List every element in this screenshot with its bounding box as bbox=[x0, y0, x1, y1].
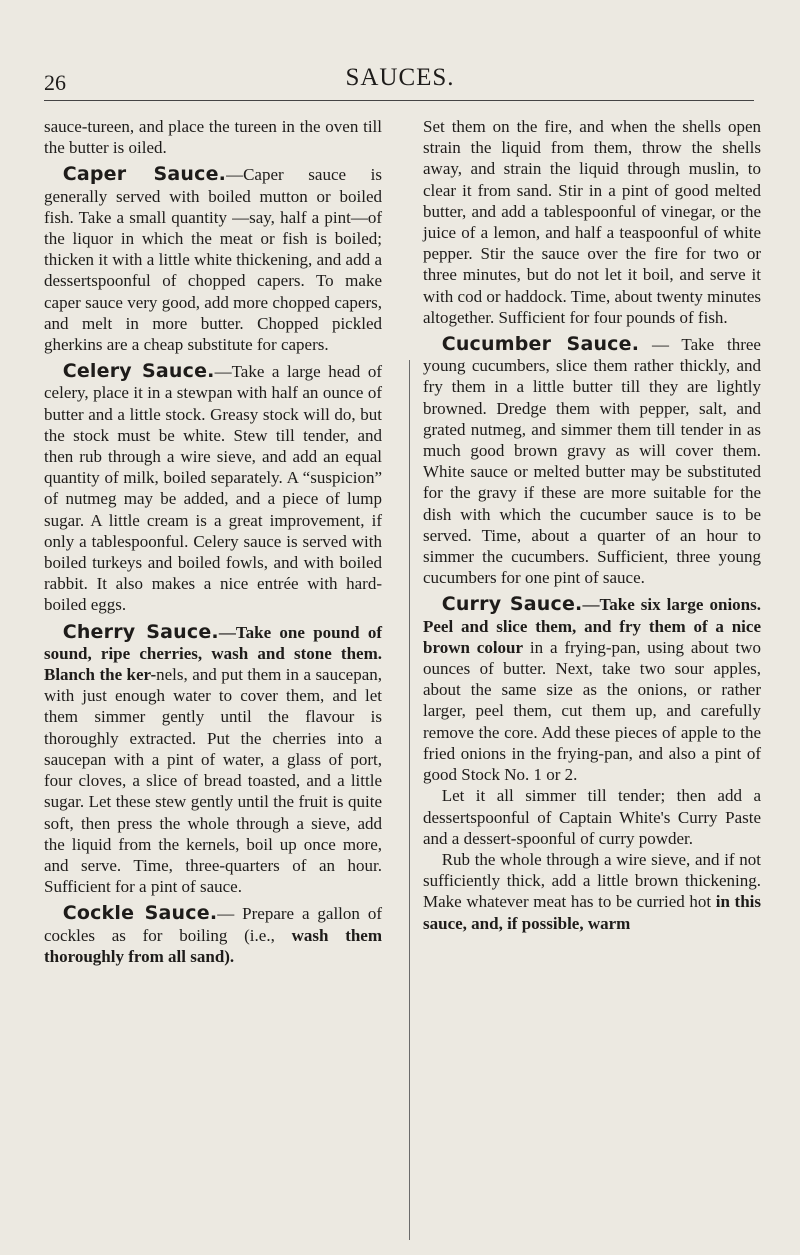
entry-heading: Curry Sauce. bbox=[441, 593, 583, 616]
running-head: SAUCES. bbox=[345, 64, 455, 91]
right-column bbox=[423, 116, 761, 934]
curry-paragraph-3 bbox=[423, 849, 761, 934]
page-number: 26 bbox=[44, 70, 66, 95]
entry-cherry-sauce bbox=[44, 622, 382, 898]
cockle-continued-text: Set them on the fire, and when the shells open strain the liquid from them, throw the shells away, and strain the liquid through muslin, to clear it from sand. Stir in a pint of good melted butter, and add a tablespoonful of vinegar, or the juice of a lemon, and half a teaspoonful of white pepper. Stir the sauce over the fire for two or three minutes, but do not let it boil, and serve it with cod or haddock. Time, about twenty minutes altogether. Sufficient for four pounds of fish. bbox=[423, 117, 761, 327]
entry-text: in a frying-pan, using about two ounces of butter. Next, take two sour apples, about the same size as the onions, or rather larger, peel them, cut them up, and carefully remove the core. Add these pieces of apple to the fried onions in the frying-pan, and also a pint of good Stock No. 1 or 2. bbox=[423, 637, 761, 785]
entry-heading: Celery Sauce. bbox=[62, 360, 215, 383]
curry-paragraph-2: Let it all simmer till tender; then add a dessertspoonful of Captain White's Curry Paste and a dessert-spoonful of curry powder. bbox=[423, 786, 761, 848]
entry-heading: Cockle Sauce. bbox=[62, 902, 218, 925]
entry-heading: Caper Sauce. bbox=[62, 163, 227, 186]
continuation-text: sauce-tureen, and place the tureen in the oven till the butter is oiled. bbox=[44, 117, 382, 158]
entry-text: — Prepare a gallon of cockles as for boiling (i.e., bbox=[44, 904, 382, 945]
entry-cockle-sauce bbox=[44, 903, 382, 967]
entry-text: nels, and put them in a saucepan, with just enough water to cover them, and let them simmer gently until the flavour is thoroughly extracted. Put the cherries into a saucepan with a pint of water, a glass of port, four cloves, a slice of bread toasted, and a little sugar. Let these stew gently until the fruit is quite soft, then press the whole through a sieve, add the liquid from the kernels, boil up once more, and serve. Time, three-quarters of an hour. Sufficient for a pint of sauce. bbox=[44, 665, 382, 897]
entry-cucumber-sauce bbox=[423, 334, 761, 588]
entry-text: —Take a large head of celery, place it in a stewpan with half an ounce of butter and a little stock. Greasy stock will do, but the stock must be white. Stew till tender, and then rub through a wire sieve, and add an equal quantity of milk, boiled separately. A “suspicion” of nutmeg may be added, and a piece of lump sugar. A little cream is a great improvement, if only a tablespoonful. Celery sauce is served with boiled turkeys and boiled fowls, and with boiled rabbit. It also makes a nice entrée with hard-boiled eggs. bbox=[44, 362, 382, 615]
entry-text: Rub the whole through a wire sieve, and if not sufficiently thick, add a little brown thickening. Make whatever meat has to be curried hot bbox=[423, 849, 761, 912]
entry-bold-text: —Take one pound of sound, ripe cherries, wash and stone them. Blanch the ker- bbox=[44, 622, 382, 685]
entry-bold-text: wash them thoroughly from all sand). bbox=[44, 925, 383, 966]
entry-curry-sauce bbox=[423, 594, 761, 785]
column-gutter-line bbox=[409, 360, 410, 1240]
entry-caper-sauce bbox=[44, 164, 382, 355]
header-rule bbox=[44, 100, 754, 101]
entry-text: —Caper sauce is generally served with boiled mutton or boiled fish. Take a small quantity —say, half a pint—of the liquor in which the meat or fish is boiled; thicken it with a little white thickening, and add a dessertspoonful of chopped capers. To make caper sauce very good, add more chopped capers, and melt in more butter. Chopped pickled gherkins are a cheap substitute for capers. bbox=[44, 165, 382, 355]
entry-heading: Cherry Sauce. bbox=[62, 620, 219, 643]
entry-celery-sauce bbox=[44, 361, 382, 615]
entry-text: — Take three young cucumbers, slice them rather thickly, and fry them in a little butter till they are lightly browned. Dredge them with pepper, salt, and grated nutmeg, and simmer them till tender in as much good brown gravy as will cover them. White sauce or melted butter may be substituted for the gravy if these are more suitable for the dish with which the cucumber sauce is to be served. Time, about a quarter of an hour to simmer the cucumbers. Sufficient, three young cucumbers for one pint of sauce. bbox=[423, 335, 761, 588]
entry-bold-text: —Take six large onions. Peel and slice them, and fry them of a nice brown colour bbox=[423, 595, 761, 657]
entry-bold-text: in this sauce, and, if possible, warm bbox=[423, 892, 761, 933]
entry-heading: Cucumber Sauce. bbox=[441, 333, 640, 356]
left-column bbox=[44, 116, 382, 967]
